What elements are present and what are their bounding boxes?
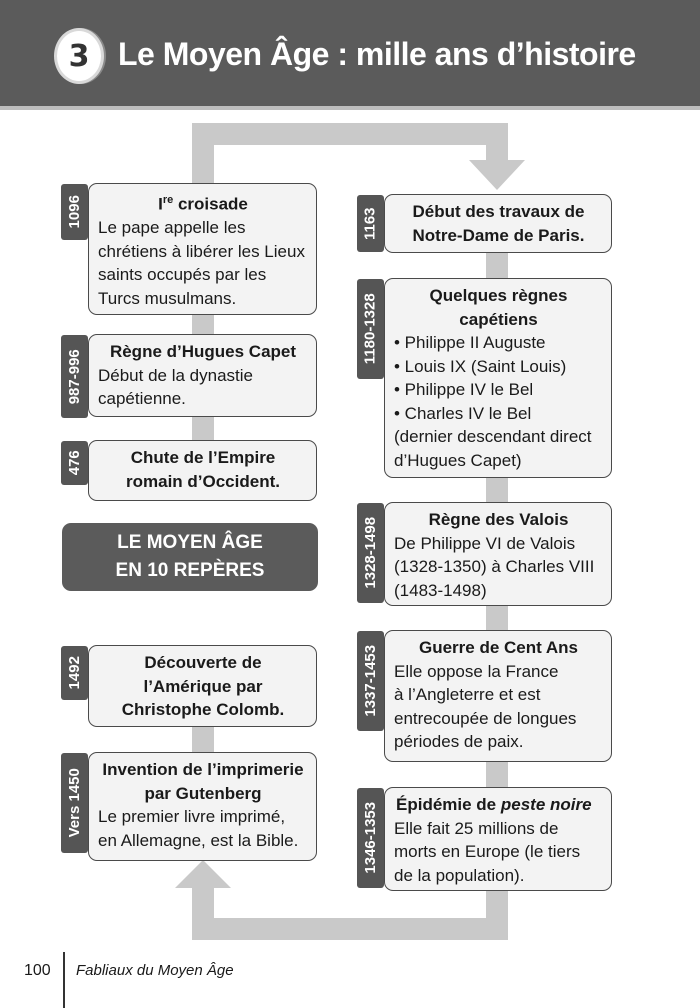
date-tab: 1328-1498 xyxy=(357,503,384,603)
central-title-line: LE MOYEN ÂGE xyxy=(117,532,263,553)
event-text: Le premier livre imprimé, en Allemagne, est la Bible. xyxy=(98,807,299,850)
event-title: Règne d’Hugues Capet xyxy=(109,342,297,361)
event-title-line: romain d’Occident. xyxy=(126,471,280,491)
event-title-line: l’Amérique par xyxy=(143,676,263,696)
event-1337-1453-hundred-years-war xyxy=(361,630,612,762)
event-text-line: (1483-1498) xyxy=(394,580,487,600)
flow-right-connector-3 xyxy=(486,606,508,632)
event-text-line: De Philippe VI de Valois xyxy=(394,533,576,553)
flow-left-connector-1 xyxy=(192,315,214,335)
event-title-line: par Gutenberg xyxy=(144,783,262,803)
event-1096-first-crusade xyxy=(65,183,317,315)
flow-right-connector-2 xyxy=(486,478,508,504)
page-number: 100 xyxy=(24,962,51,979)
flow-left-connector-2 xyxy=(192,416,214,440)
event-1180-1328-capetian-reigns xyxy=(361,278,612,478)
event-title-line: capétiens xyxy=(459,309,538,329)
event-476-fall-of-rome xyxy=(65,440,317,501)
event-1346-1353-black-death xyxy=(361,787,612,891)
flow-top-right-vertical xyxy=(486,123,508,163)
page-title: Le Moyen Âge : mille ans d’histoire xyxy=(118,36,636,72)
date-tab: 1180-1328 xyxy=(357,279,384,379)
event-1328-1498-valois xyxy=(361,502,612,606)
flow-left-connector-3 xyxy=(192,726,214,752)
event-987-996-hugues-capet xyxy=(65,334,317,417)
event-1492-america xyxy=(65,645,317,727)
event-title: Guerre de Cent Ans xyxy=(418,638,579,657)
date-tab: 1096 xyxy=(61,184,88,240)
list-item: • Philippe II Auguste xyxy=(394,333,546,352)
page-header xyxy=(0,0,700,106)
flow-right-connector-4 xyxy=(486,762,508,788)
event-title: Ire croisade xyxy=(158,194,248,214)
flow-bottom-left-vertical xyxy=(192,886,214,940)
flow-right-connector-1 xyxy=(486,253,508,279)
event-text-line: périodes de paix. xyxy=(394,732,524,751)
date-tab: Vers 1450 xyxy=(61,753,88,853)
date-tab: 1337-1453 xyxy=(357,631,384,731)
date-tab: 1346-1353 xyxy=(357,788,384,888)
chapter-number-badge: 3 xyxy=(54,28,104,84)
event-title-line: Découverte de xyxy=(144,653,262,672)
date-tab: 476 xyxy=(61,441,88,485)
event-title-line: Chute de l’Empire xyxy=(130,448,276,467)
event-text-line: entrecoupée de longues xyxy=(394,708,577,728)
list-item: • Charles IV le Bel xyxy=(394,403,532,423)
flow-top-horizontal xyxy=(192,123,508,145)
header-divider xyxy=(0,106,700,110)
event-title-line: Début des travaux de xyxy=(412,202,585,221)
event-text-line: (1328-1350) à Charles VIII xyxy=(394,557,595,576)
date-tab: 987-996 xyxy=(61,335,88,418)
list-item: • Louis IX (Saint Louis) xyxy=(394,356,567,376)
event-title-line: Notre-Dame de Paris. xyxy=(412,225,585,245)
event-text: Le pape appelle les chrétiens à libérer les Lieux saints occupés par les Turcs musulmans. xyxy=(98,218,305,308)
date-tab: 1492 xyxy=(61,646,88,700)
event-note-line: (dernier descendant direct xyxy=(394,427,592,446)
event-title: Épidémie de peste noire xyxy=(396,795,592,814)
flow-bottom-horizontal xyxy=(192,918,508,940)
footer-divider xyxy=(63,952,65,1008)
book-title: Fabliaux du Moyen Âge xyxy=(76,962,234,979)
event-1450-printing-press xyxy=(65,752,317,861)
list-item: • Philippe IV le Bel xyxy=(394,380,534,399)
arrow-up-icon xyxy=(175,860,231,890)
event-text-line: à l’Angleterre et est xyxy=(394,685,541,704)
date-tab: 1163 xyxy=(357,195,384,252)
event-text-line: Elle fait 25 millions de xyxy=(394,818,559,838)
event-text-line: de la population). xyxy=(394,865,525,885)
event-text: Début de la dynastie capétienne. xyxy=(98,365,253,408)
event-1163-notre-dame xyxy=(361,194,612,253)
event-title: Règne des Valois xyxy=(428,510,569,529)
event-title-line: Invention de l’imprimerie xyxy=(102,760,304,779)
arrow-down-icon xyxy=(469,160,525,192)
event-note-line: d’Hugues Capet) xyxy=(394,450,522,470)
event-title-line: Quelques règnes xyxy=(429,286,568,305)
event-title-line: Christophe Colomb. xyxy=(121,700,285,719)
central-title-line: EN 10 REPÈRES xyxy=(115,560,265,581)
event-text-line: morts en Europe (le tiers xyxy=(394,842,581,861)
central-title-box xyxy=(62,523,318,591)
event-text-line: Elle oppose la France xyxy=(394,661,559,681)
